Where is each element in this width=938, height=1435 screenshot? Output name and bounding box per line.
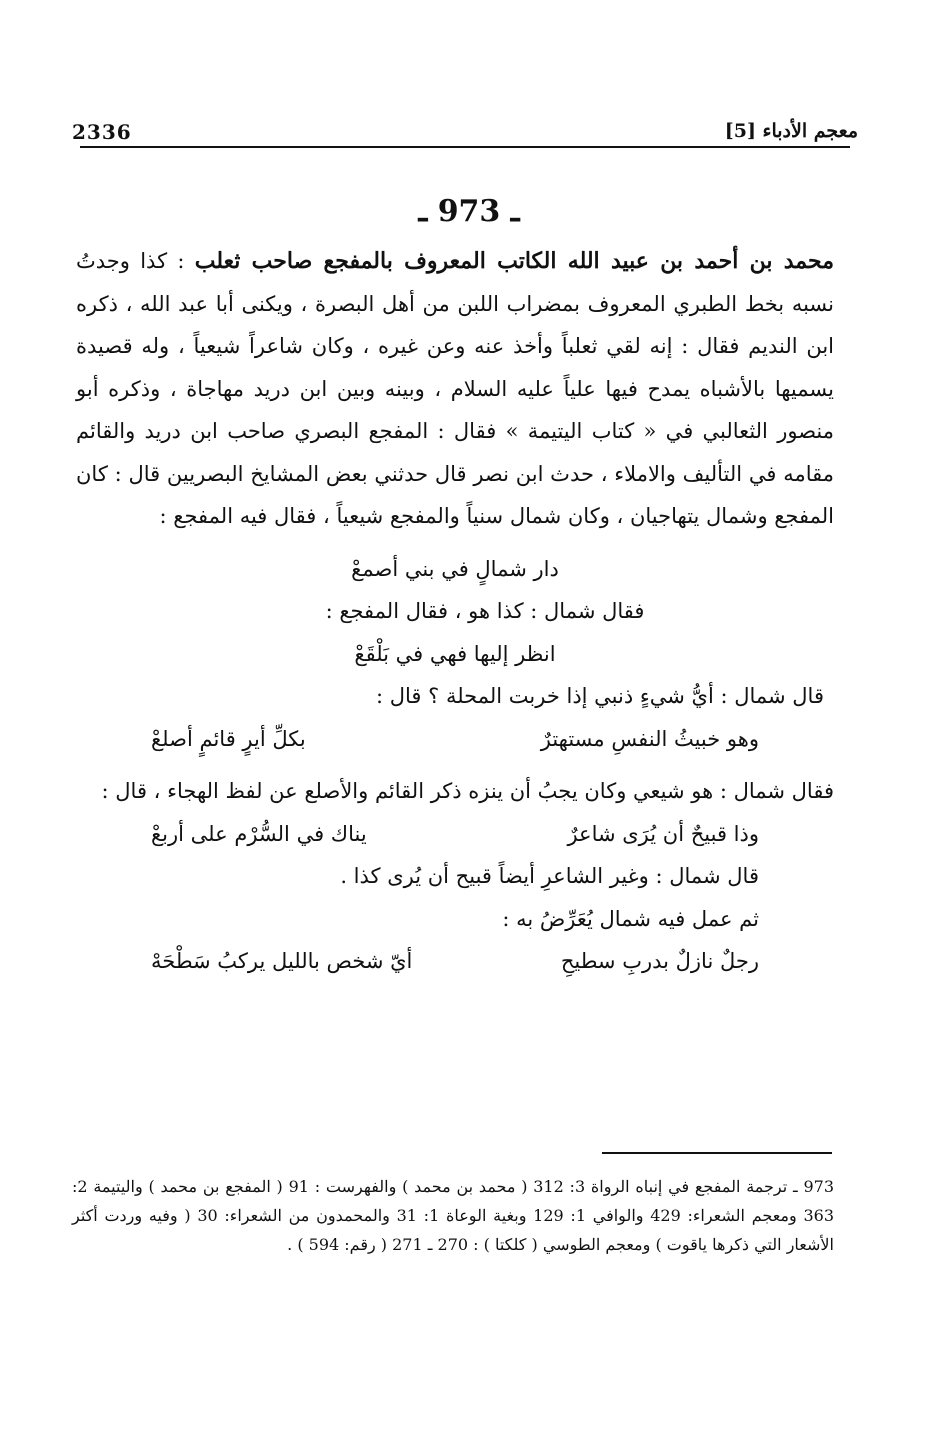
verse-4-first-hemistich: وذا قبيحٌ أن يُرَى شاعرٌ — [567, 821, 759, 846]
intro-paragraph-text: : كذا وجدتُ نسبه بخط الطبري المعروف بمضراب اللبن من أهل البصرة ، ويكنى أبا عبد الله ، ذكره ابن النديم فقال : إنه لقي ثعلباً وأخذ عنه وعن غيره ، وكان شاعراً شيعياً ، وله قصيدة يسميها بالأشباه يمدح فيها علياً عليه السلام ، وبينه وبين ابن دريد مهاجاة ، وذكره أبو منصور الثعالبي في « كتاب اليتيمة » فقال : المفجع البصري صاحب ابن دريد والقائم مقامه في التأليف والاملاء ، حدث ابن نصر قال حدثني بعض المشايخ البصريين قال : كان المفجع وشمال يتهاجيان ، وكان شمال سنياً والمفجع شيعياً ، فقال فيه المفجع : — [76, 249, 834, 528]
narration-line-3: قال شمال : أيُّ شيءٍ ذنبي إذا خربت المحلة ؟ قال : — [376, 684, 824, 708]
verse-line-1: دار شمالٍ في بني أصمعْ — [351, 556, 559, 581]
entry-subject-name: محمد بن أحمد بن عبيد الله الكاتب المعروف بالمفجع صاحب ثعلب — [194, 248, 835, 274]
narration-line-5: قال شمال : وغير الشاعرِ أيضاً قبيح أن يُرى كذا . — [340, 864, 759, 888]
footnote-rule — [602, 1152, 832, 1154]
verse-line-2: انظر إليها فهي في بَلْقَعْ — [354, 641, 556, 666]
page-number: 2336 — [72, 120, 132, 144]
entry-number: ـ 973 ـ — [418, 194, 520, 229]
verse-5-first-hemistich: رجلٌ نازلٌ بدربِ سطيحِ — [560, 949, 759, 973]
entry-body — [76, 240, 834, 983]
intro-paragraph — [76, 240, 834, 538]
verse-line-3 — [76, 718, 834, 761]
verse-4-second-hemistich: يناك في السُّرْم على أربعْ — [151, 821, 367, 846]
verse-3-second-hemistich: بكلِّ أيرٍ قائمٍ أصلعْ — [151, 726, 306, 751]
verse-5-second-hemistich: أيّ شخص بالليل يركبُ سَطْحَهْ — [151, 949, 413, 973]
verse-line-4 — [76, 813, 834, 856]
paragraph-4: فقال شمال : هو شيعي وكان يجبُ أن ينزه ذكر القائم والأصلع عن لفظ الهجاء ، قال : — [101, 779, 834, 803]
running-header-title: معجم الأدباء [5] — [724, 120, 858, 142]
verse-line-5 — [76, 940, 834, 983]
footnote: 973 ـ ترجمة المفجع في إنباه الرواة 3: 312 ( محمد بن محمد ) والفهرست : 91 ( المفجع بن محمد ) واليتيمة 2: 363 ومعجم الشعراء: 429 والوافي 1: 129 وبغية الوعاة 1: 31 والمحمدون من الشعراء: 30 ( وفيه وردت أكثر الأشعار التي ذكرها ياقوت ) ومعجم الطوسي ( كلكتا ) : 270 ـ 271 ( رقم: 594 ) . — [72, 1177, 834, 1254]
narration-line-2: فقال شمال : كذا هو ، فقال المفجع : — [325, 599, 645, 623]
narration-line-6: ثم عمل فيه شمال يُعَرِّضُ به : — [502, 906, 759, 931]
verse-3-first-hemistich: وهو خبيثُ النفسِ مستهترٌ — [540, 726, 759, 751]
header-rule — [80, 146, 850, 148]
